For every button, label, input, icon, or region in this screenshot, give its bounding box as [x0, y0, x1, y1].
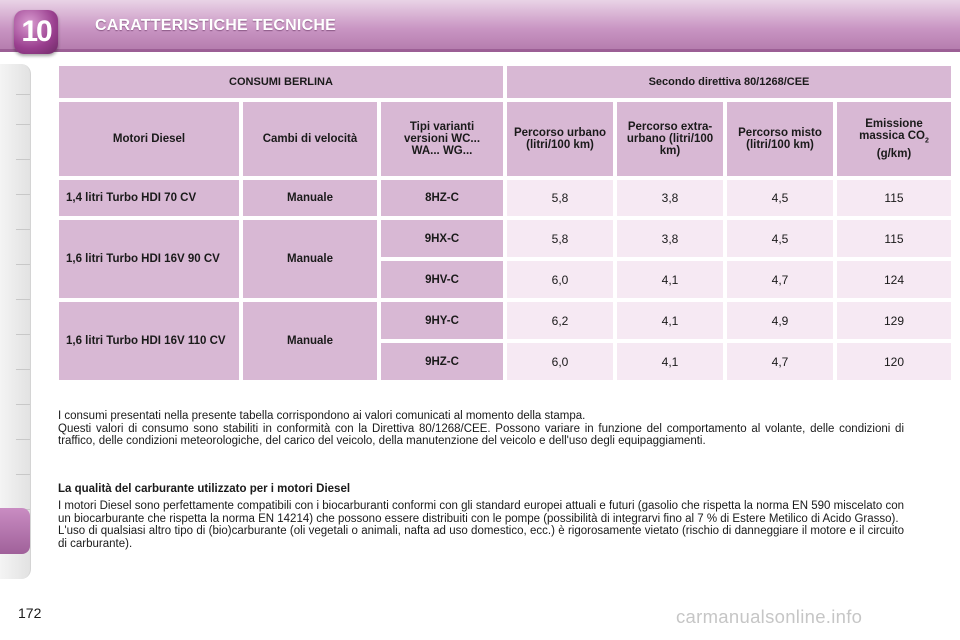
emission-subscript: 2	[924, 137, 929, 145]
fuel-quality-section	[58, 483, 904, 496]
side-tab-current-chapter	[0, 508, 30, 554]
urban-value: 6,2	[507, 302, 613, 339]
side-tab-divider	[16, 124, 30, 125]
co2-value: 115	[837, 220, 951, 257]
col-header-mixed: Percorso misto (litri/100 km)	[727, 102, 833, 176]
variant-cell: 9HY-C	[381, 302, 503, 339]
side-tab-divider	[16, 474, 30, 475]
urban-value: 5,8	[507, 180, 613, 216]
table-row	[59, 220, 951, 257]
side-chapter-tabs	[0, 64, 31, 579]
mixed-value: 4,9	[727, 302, 833, 339]
chapter-number-badge: 10	[14, 10, 58, 54]
side-tab-divider	[16, 229, 30, 230]
extra-urban-value: 3,8	[617, 220, 723, 257]
co2-value: 115	[837, 180, 951, 216]
gearbox-cell: Manuale	[243, 302, 377, 380]
note-paragraph: L'uso di qualsiasi altro tipo di (bio)carburante (oli vegetali o animali, nafta ad uso domestico, ecc.) è rigorosamente vietato (rischio di danneggiare il motore e il circuito di carburante).	[58, 525, 904, 550]
side-tab-divider	[16, 159, 30, 160]
variant-cell: 8HZ-C	[381, 180, 503, 216]
engine-model-cell: 1,4 litri Turbo HDI 70 CV	[59, 180, 239, 216]
gearbox-cell: Manuale	[243, 220, 377, 298]
side-tab-divider	[16, 94, 30, 95]
side-tab-divider	[16, 299, 30, 300]
consumption-notes	[58, 410, 904, 448]
extra-urban-value: 4,1	[617, 302, 723, 339]
extra-urban-value: 4,1	[617, 261, 723, 298]
col-header-extra-urban: Percorso extra-urbano (litri/100 km)	[617, 102, 723, 176]
page-number: 172	[18, 605, 42, 621]
watermark: carmanualsonline.info	[676, 606, 863, 627]
co2-value: 120	[837, 343, 951, 380]
note-paragraph: Questi valori di consumo sono stabiliti in conformità con la Direttiva 80/1268/CEE. Possono variare in funzione del comportamento al volante, delle condizioni di traffico, delle condizioni meteorologiche, del carico del veicolo, della manutenzione del veicolo e dell'uso degli equipaggiamenti.	[58, 422, 904, 447]
mixed-value: 4,7	[727, 343, 833, 380]
variant-cell: 9HV-C	[381, 261, 503, 298]
co2-value: 124	[837, 261, 951, 298]
emission-unit: (g/km)	[876, 147, 912, 160]
urban-value: 5,8	[507, 220, 613, 257]
gearbox-cell: Manuale	[243, 180, 377, 216]
col-header-gearbox: Cambi di velocità	[243, 102, 377, 176]
co2-value: 129	[837, 302, 951, 339]
engine-model-cell: 1,6 litri Turbo HDI 16V 90 CV	[59, 220, 239, 298]
side-tab-divider	[16, 439, 30, 440]
extra-urban-value: 4,1	[617, 343, 723, 380]
mixed-value: 4,7	[727, 261, 833, 298]
note-paragraph: I motori Diesel sono perfettamente compatibili con i biocarburanti conformi con gli standard europei attuali e futuri (gasolio che rispetta la norma EN 590 miscelato con un biocarburante che rispetta la norma EN 14214) che possono essere distribuiti con le pompe (possibilità di integrarvi fino al 7 % di Estere Metilico di Acido Grasso).	[58, 500, 904, 525]
side-tab-divider	[16, 194, 30, 195]
mixed-value: 4,5	[727, 180, 833, 216]
extra-urban-value: 3,8	[617, 180, 723, 216]
col-header-variants: Tipi varianti versioni WC... WA... WG...	[381, 102, 503, 176]
table-row	[59, 180, 951, 216]
col-header-engine: Motori Diesel	[59, 102, 239, 176]
col-header-urban: Percorso urbano (litri/100 km)	[507, 102, 613, 176]
table-title-left: CONSUMI BERLINA	[59, 66, 503, 98]
variant-cell: 9HZ-C	[381, 343, 503, 380]
fuel-quality-heading: La qualità del carburante utilizzato per i motori Diesel	[58, 483, 351, 495]
side-tab-divider	[16, 264, 30, 265]
consumption-table	[55, 62, 955, 384]
side-tab-divider	[16, 334, 30, 335]
col-header-emission	[837, 102, 951, 176]
page-title: CARATTERISTICHE TECNICHE	[95, 17, 336, 34]
side-tab-divider	[16, 369, 30, 370]
table-row	[59, 302, 951, 339]
urban-value: 6,0	[507, 343, 613, 380]
table-title-right: Secondo direttiva 80/1268/CEE	[507, 66, 951, 98]
urban-value: 6,0	[507, 261, 613, 298]
side-tab-divider	[16, 404, 30, 405]
mixed-value: 4,5	[727, 220, 833, 257]
fuel-quality-text	[58, 500, 904, 550]
note-paragraph: I consumi presentati nella presente tabella corrispondono ai valori comunicati al momento della stampa.	[58, 410, 586, 422]
variant-cell: 9HX-C	[381, 220, 503, 257]
emission-label: Emissione massica CO	[859, 118, 925, 143]
engine-model-cell: 1,6 litri Turbo HDI 16V 110 CV	[59, 302, 239, 380]
